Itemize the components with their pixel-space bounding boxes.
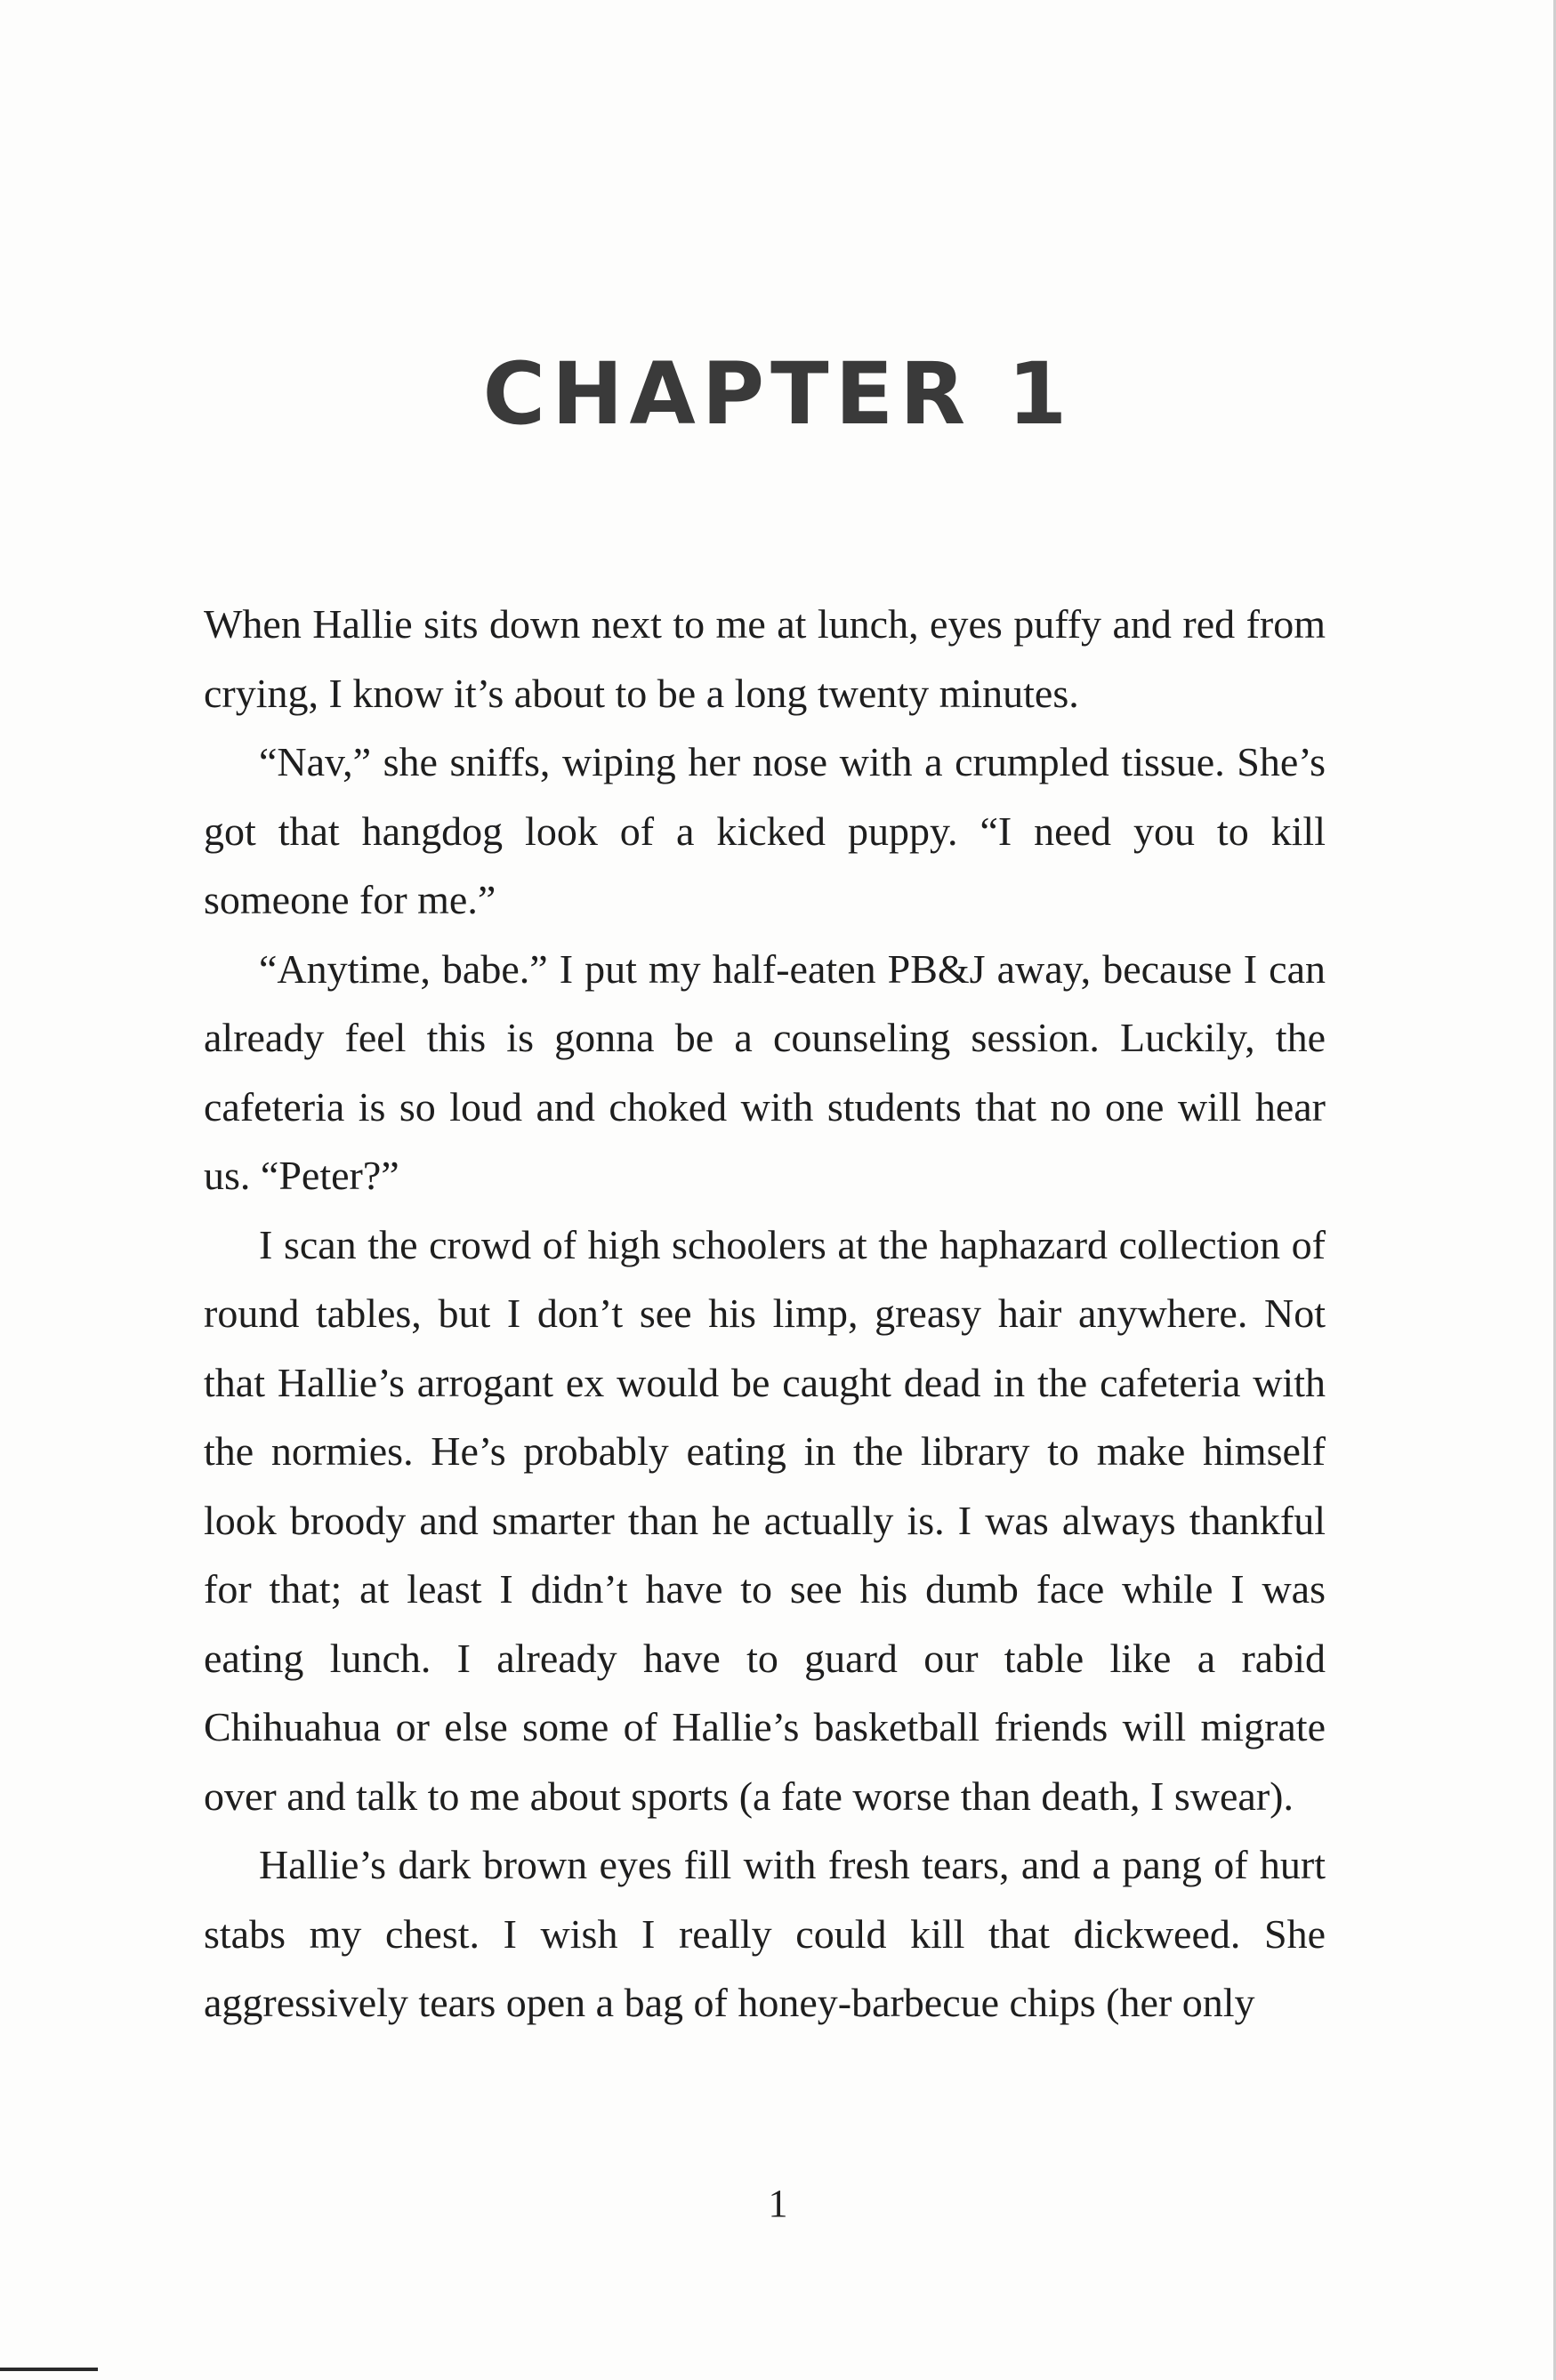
paragraph-5: Hallie’s dark brown eyes fill with fresh tears, and a pang of hurt stabs my chest. I wish I really could kill that dickweed. She aggressively tears open a bag of honey-barbecue chips (her only	[204, 1842, 1326, 2025]
paragraph-4: I scan the crowd of high schoolers at the haphazard collection of round tables, but I don’t see his limp, greasy hair anywhere. Not that Hallie’s arrogant ex would be caught dead in the cafeteria with the normies. He’s probably eating in the library to make himself look broody and smarter than he actually is. I was always thankful for that; at least I didn’t have to see his dumb face while I was eating lunch. I already have to guard our table like a rabid Chihuahua or else some of Hallie’s basketball friends will migrate over and talk to me about sports (a fate worse than death, I swear).	[204, 1221, 1326, 1819]
page-number: 1	[768, 2182, 788, 2225]
paragraph-1: When Hallie sits down next to me at lunch, eyes puffy and red from crying, I know it’s about to be a long twenty minutes.	[204, 601, 1326, 716]
chapter-heading: CHAPTER 1	[482, 344, 1074, 444]
paragraph-3: “Anytime, babe.” I put my half-eaten PB&J away, because I can already feel this is gonna be a counseling session. Luckily, the cafeteria is so loud and choked with students that no one will hear us. “Peter?”	[204, 945, 1326, 1198]
chapter-body	[204, 590, 1326, 2038]
paragraph-2: “Nav,” she sniffs, wiping her nose with a crumpled tissue. She’s got that hangdog look of a kicked puppy. “I need you to kill someone for me.”	[204, 739, 1326, 922]
scan-edge-mark	[0, 2368, 98, 2371]
